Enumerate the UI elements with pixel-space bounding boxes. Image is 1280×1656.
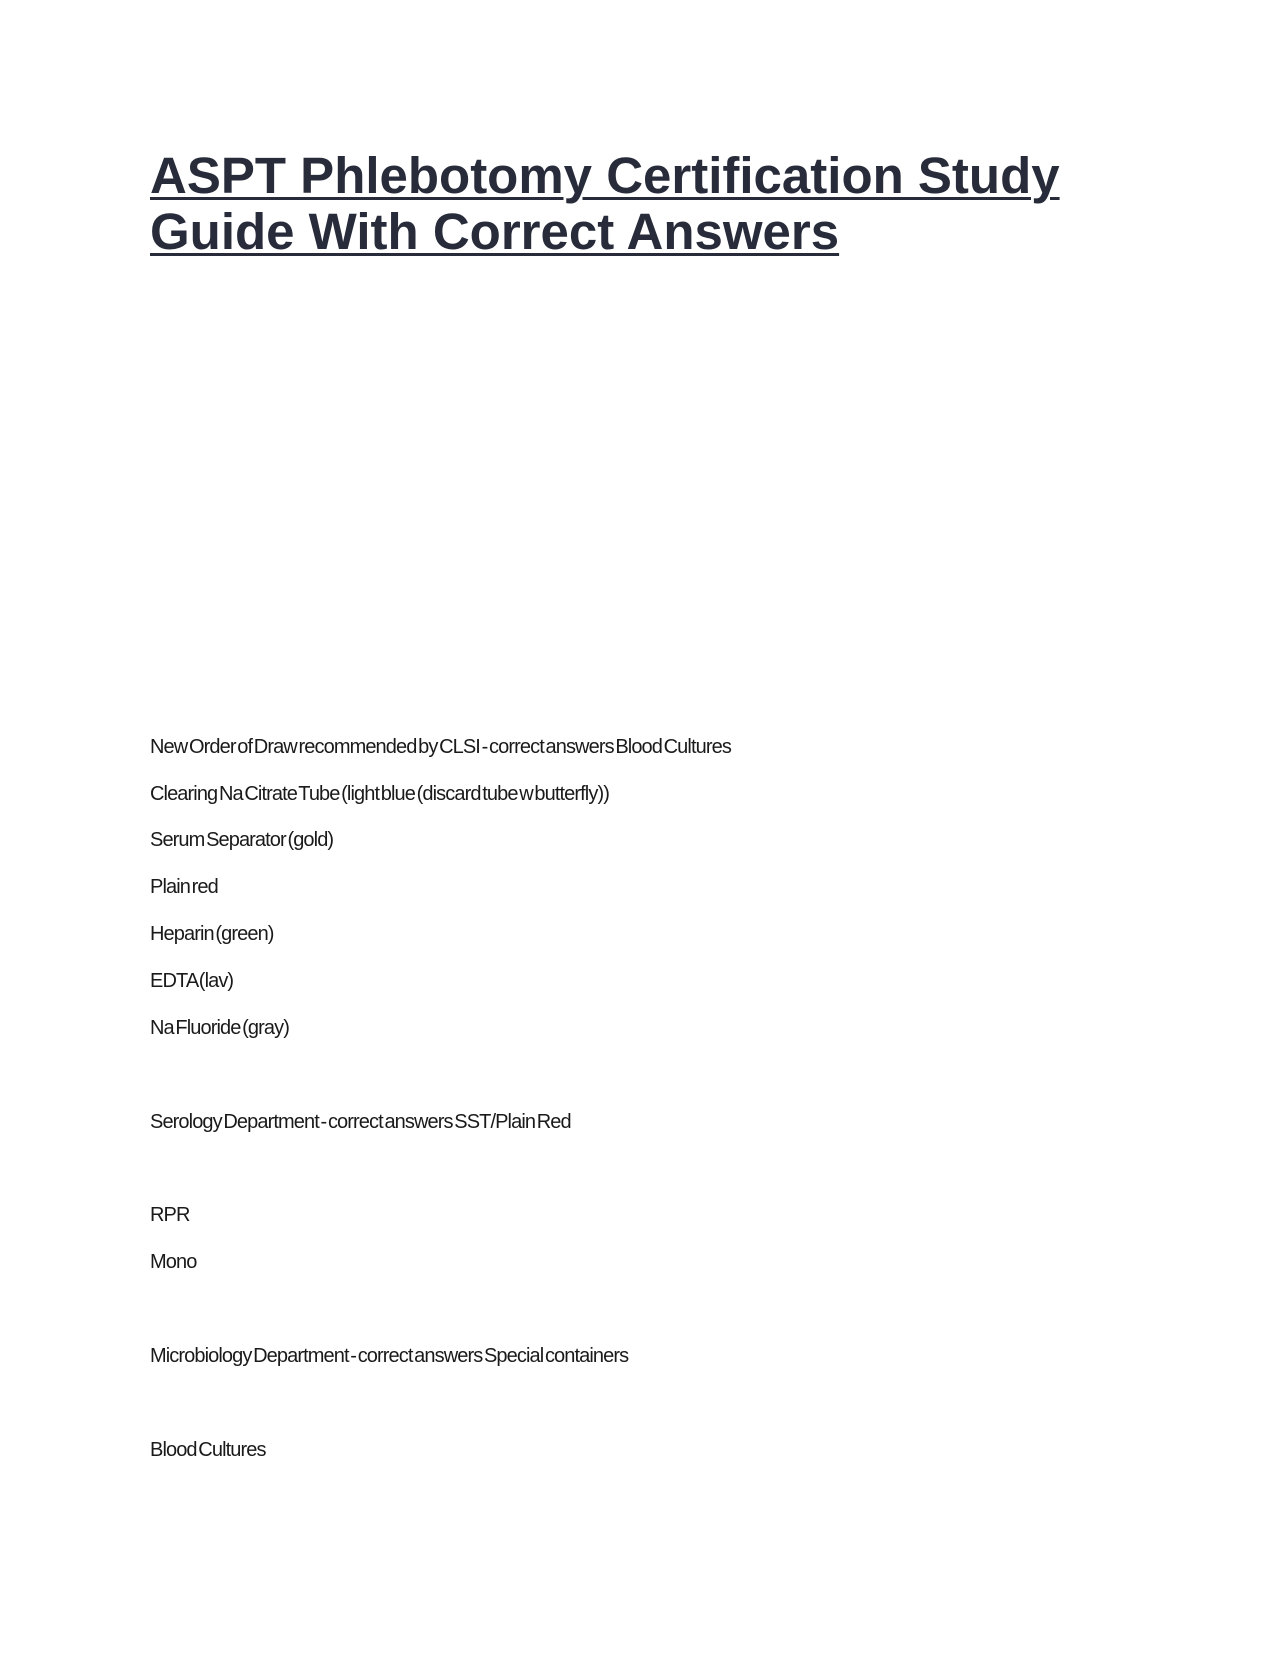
text-line: Heparin (green) xyxy=(150,923,274,945)
text-line: Serology Department - correct answers SST/Plain Red xyxy=(150,1111,571,1133)
text-line: Microbiology Department - correct answers Special containers xyxy=(150,1345,629,1367)
text-line: RPR xyxy=(150,1204,190,1226)
text-line: Blood Cultures xyxy=(150,1439,266,1461)
text-line: Na Fluoride (gray) xyxy=(150,1017,289,1039)
text-line: Plain red xyxy=(150,876,218,898)
text-line: New Order of Draw recommended by CLSI - correct answers Blood Cultures xyxy=(150,736,731,758)
text-line: Clearing Na Citrate Tube (light blue (discard tube w butterfly)) xyxy=(150,783,609,805)
text-line: Serum Separator (gold) xyxy=(150,829,334,851)
text-line: Mono xyxy=(150,1251,197,1273)
text-line: EDTA (lav) xyxy=(150,970,234,992)
page-title: ASPT Phlebotomy Certification Study Guide With Correct Answers xyxy=(150,147,1060,260)
